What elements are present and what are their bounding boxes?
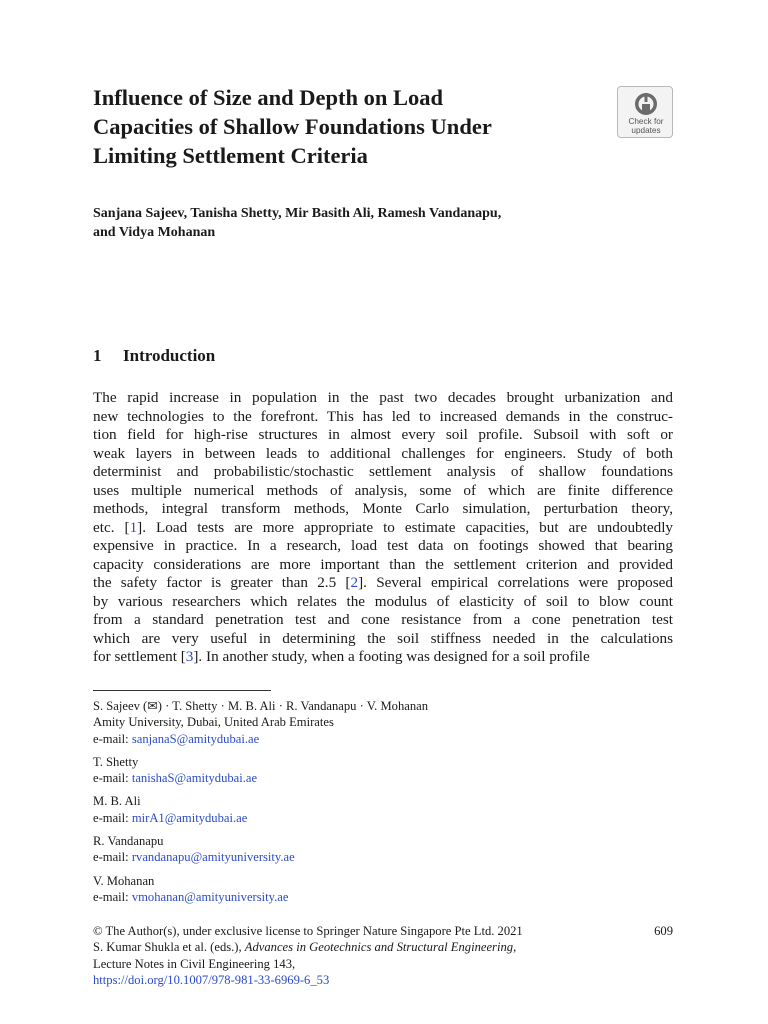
page-number: 609 <box>654 924 673 938</box>
affiliation-note <box>93 793 673 826</box>
email-link[interactable]: mirA1@amitydubai.ae <box>131 810 248 825</box>
body-line <box>93 574 673 593</box>
title-line: Capacities of Shallow Foundations Under <box>93 114 492 139</box>
title-line: Influence of Size and Depth on Load <box>93 85 444 110</box>
email-label: e-mail: <box>93 771 132 786</box>
book-title: Advances in Geotechnics and Structural Engineering <box>244 940 514 955</box>
copyright-line: © The Author(s), under exclusive license to Springer Nature Singapore Pte Ltd. 2021 <box>93 924 523 938</box>
body-text: for settlement [ <box>93 648 186 665</box>
body-line <box>93 463 673 482</box>
affiliation-line: T. Shetty <box>93 754 139 769</box>
email-label: e-mail: <box>93 810 132 825</box>
author-list <box>93 204 653 242</box>
body-line <box>93 537 673 556</box>
body-text: determinist and probabilistic/stochastic settlement analysis of shallow foundations <box>93 463 673 480</box>
badge-label <box>618 117 674 135</box>
affiliation-line: R. Vandanapu <box>93 834 164 849</box>
editors-text: S. Kumar Shukla et al. (eds.), <box>93 940 245 955</box>
body-line <box>93 426 673 445</box>
body-line <box>93 556 673 575</box>
body-line <box>93 648 673 667</box>
check-for-updates-badge[interactable] <box>617 86 673 138</box>
section-number: 1 <box>93 346 102 365</box>
affiliation-line: M. B. Ali <box>93 794 141 809</box>
affiliation-line: Amity University, Dubai, United Arab Emirates <box>93 715 334 730</box>
body-text: which are very useful in determining the soil stiffness needed in the calculations <box>93 629 673 647</box>
title-line: Limiting Settlement Criteria <box>93 143 368 168</box>
body-line <box>93 630 673 649</box>
affiliation-line: S. Sajeev (✉) · T. Shetty · M. B. Ali · R. Vandanapu · V. Mohanan <box>93 699 429 713</box>
series-line: Lecture Notes in Civil Engineering 143, <box>93 956 296 971</box>
body-text: new technologies to the forefront. This has led to increased demands in the construc- <box>93 407 673 425</box>
email-line <box>93 889 673 905</box>
body-text: ]. Load tests are more appropriate to estimate capacities, but are undoubtedly <box>137 518 674 536</box>
body-line <box>93 593 673 612</box>
author-line: Sanjana Sajeev, Tanisha Shetty, Mir Basith Ali, Ramesh Vandanapu, <box>93 206 502 221</box>
body-text: the safety factor is greater than 2.5 [ <box>93 574 351 591</box>
paper-title <box>93 83 613 170</box>
editors-suffix: , <box>513 940 517 955</box>
email-label: e-mail: <box>93 850 132 865</box>
email-line <box>93 810 673 826</box>
body-text: by various researchers which relates the modulus of elasticity of soil to blow count <box>93 592 673 610</box>
author-line: and Vidya Mohanan <box>93 225 216 240</box>
body-text: The rapid increase in population in the past two decades brought urbanization and <box>93 389 673 406</box>
affiliation-note <box>93 754 673 787</box>
email-line <box>93 849 673 865</box>
email-link[interactable]: sanjanaS@amitydubai.ae <box>131 731 260 746</box>
body-line <box>93 408 673 427</box>
body-line <box>93 482 673 501</box>
publication-footer <box>93 923 673 988</box>
email-label: e-mail: <box>93 889 132 904</box>
affiliation-line: V. Mohanan <box>93 873 155 888</box>
affiliation-note <box>93 873 673 906</box>
body-text: from a standard penetration test and cone resistance from a cone penetration test <box>93 611 673 628</box>
section-title: Introduction <box>123 346 216 365</box>
footnote-divider <box>93 690 271 691</box>
citation-link[interactable]: 3 <box>185 648 194 665</box>
check-for-updates-icon <box>631 91 661 117</box>
body-text: etc. [ <box>93 518 130 536</box>
citation-link[interactable]: 1 <box>129 518 138 536</box>
affiliation-notes <box>93 698 673 912</box>
body-text: ]. Several empirical correlations were proposed <box>358 574 673 591</box>
body-paragraph <box>93 389 673 667</box>
email-line <box>93 770 673 786</box>
body-text: capacity considerations are more important than the settlement criterion and provided <box>93 555 673 573</box>
body-text: tion field for high-rise structures in almost every soil profile. Subsoil with soft or <box>93 426 673 443</box>
body-text: uses multiple numerical methods of analysis, some of which are finite difference <box>93 481 673 499</box>
body-text: expensive in practice. In a research, load test data on footings showed that bearing <box>93 537 673 554</box>
body-line <box>93 519 673 538</box>
email-label: e-mail: <box>93 731 132 746</box>
email-link[interactable]: rvandanapu@amityuniversity.ae <box>131 850 295 865</box>
citation-link[interactable]: 2 <box>350 574 359 591</box>
email-line <box>93 731 673 747</box>
body-text: weak layers in between leads to additional challenges for engineers. Study of both <box>93 444 673 462</box>
doi-link[interactable]: https://doi.org/10.1007/978-981-33-6969-6_53 <box>93 972 330 987</box>
body-text: methods, integral transform methods, Monte Carlo simulation, perturbation theory, <box>93 500 673 517</box>
email-link[interactable]: vmohanan@amityuniversity.ae <box>131 889 289 904</box>
body-line <box>93 445 673 464</box>
body-text: ]. In another study, when a footing was designed for a soil profile <box>193 648 590 665</box>
affiliation-note <box>93 833 673 866</box>
body-line <box>93 611 673 630</box>
badge-line: Check for <box>628 117 664 126</box>
citation-line <box>93 939 673 955</box>
body-line <box>93 500 673 519</box>
body-line <box>93 389 673 408</box>
badge-line: updates <box>631 126 661 135</box>
email-link[interactable]: tanishaS@amitydubai.ae <box>131 771 258 786</box>
section-heading <box>93 345 215 367</box>
affiliation-note <box>93 698 673 747</box>
